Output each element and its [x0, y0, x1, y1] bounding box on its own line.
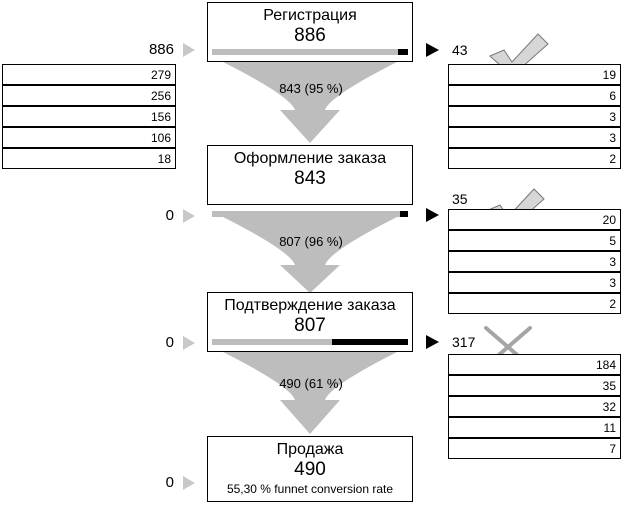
stage-box[interactable] — [207, 145, 413, 205]
entry-count: 0 — [165, 474, 174, 491]
dropoff-fill — [398, 49, 408, 55]
conversion-label: 807 (96 %) — [279, 234, 343, 249]
exit-row: 3 — [448, 127, 621, 148]
exit-row: 5 — [448, 230, 621, 251]
entry-arrow-icon — [183, 336, 195, 350]
exit-arrow-icon — [426, 208, 439, 222]
exit-row: 2 — [448, 148, 621, 169]
exit-row: 2 — [448, 293, 621, 314]
stage-count: 807 — [294, 315, 326, 336]
exit-row: 3 — [448, 272, 621, 293]
entry-arrow-icon — [183, 209, 195, 223]
stage-box[interactable] — [207, 436, 413, 502]
exit-row: 20 — [448, 209, 621, 230]
source-row: 256 — [2, 85, 176, 106]
exit-row: 3 — [448, 251, 621, 272]
stage-progress-bar — [212, 49, 408, 55]
exit-row: 35 — [448, 375, 621, 396]
stage-progress-bar — [212, 339, 408, 345]
exit-row: 32 — [448, 396, 621, 417]
entry-count: 0 — [165, 334, 174, 351]
exit-row: 184 — [448, 354, 621, 375]
stage-progress-bar — [212, 211, 408, 217]
stage-count: 886 — [294, 25, 326, 46]
stage-box[interactable] — [207, 2, 413, 62]
stage-box[interactable] — [207, 292, 413, 352]
exit-arrow-icon — [426, 335, 439, 349]
stage-name: Продажа — [276, 441, 344, 458]
conversion-label: 843 (95 %) — [279, 81, 343, 96]
exit-row: 3 — [448, 106, 621, 127]
stage-name: Подтверждение заказа — [224, 297, 396, 314]
exit-row: 11 — [448, 417, 621, 438]
conversion-label: 490 (61 %) — [279, 376, 343, 391]
exit-count: 317 — [452, 334, 476, 350]
exit-count: 43 — [452, 42, 468, 58]
stage-name: Оформление заказа — [233, 150, 387, 167]
source-row: 156 — [2, 106, 176, 127]
entry-count: 0 — [165, 207, 174, 224]
entry-arrow-icon — [183, 476, 195, 490]
conversion-rate: 55,30 % funnet conversion rate — [226, 482, 394, 496]
dropoff-fill — [332, 339, 408, 345]
source-row: 18 — [2, 148, 176, 169]
funnel-connector-2 — [213, 212, 407, 293]
dropoff-fill — [400, 211, 408, 217]
exit-count: 35 — [452, 191, 468, 207]
entry-count: 886 — [148, 41, 174, 58]
source-row: 279 — [2, 64, 176, 85]
stage-count: 843 — [294, 168, 326, 189]
exit-arrow-icon — [426, 43, 439, 57]
entry-arrow-icon — [183, 43, 195, 57]
stage-name: Регистрация — [263, 7, 357, 24]
stage-count: 490 — [294, 459, 326, 480]
exit-row: 7 — [448, 438, 621, 459]
source-row: 106 — [2, 127, 176, 148]
exit-row: 6 — [448, 85, 621, 106]
funnel-connector-1 — [213, 57, 407, 143]
exit-row: 19 — [448, 64, 621, 85]
